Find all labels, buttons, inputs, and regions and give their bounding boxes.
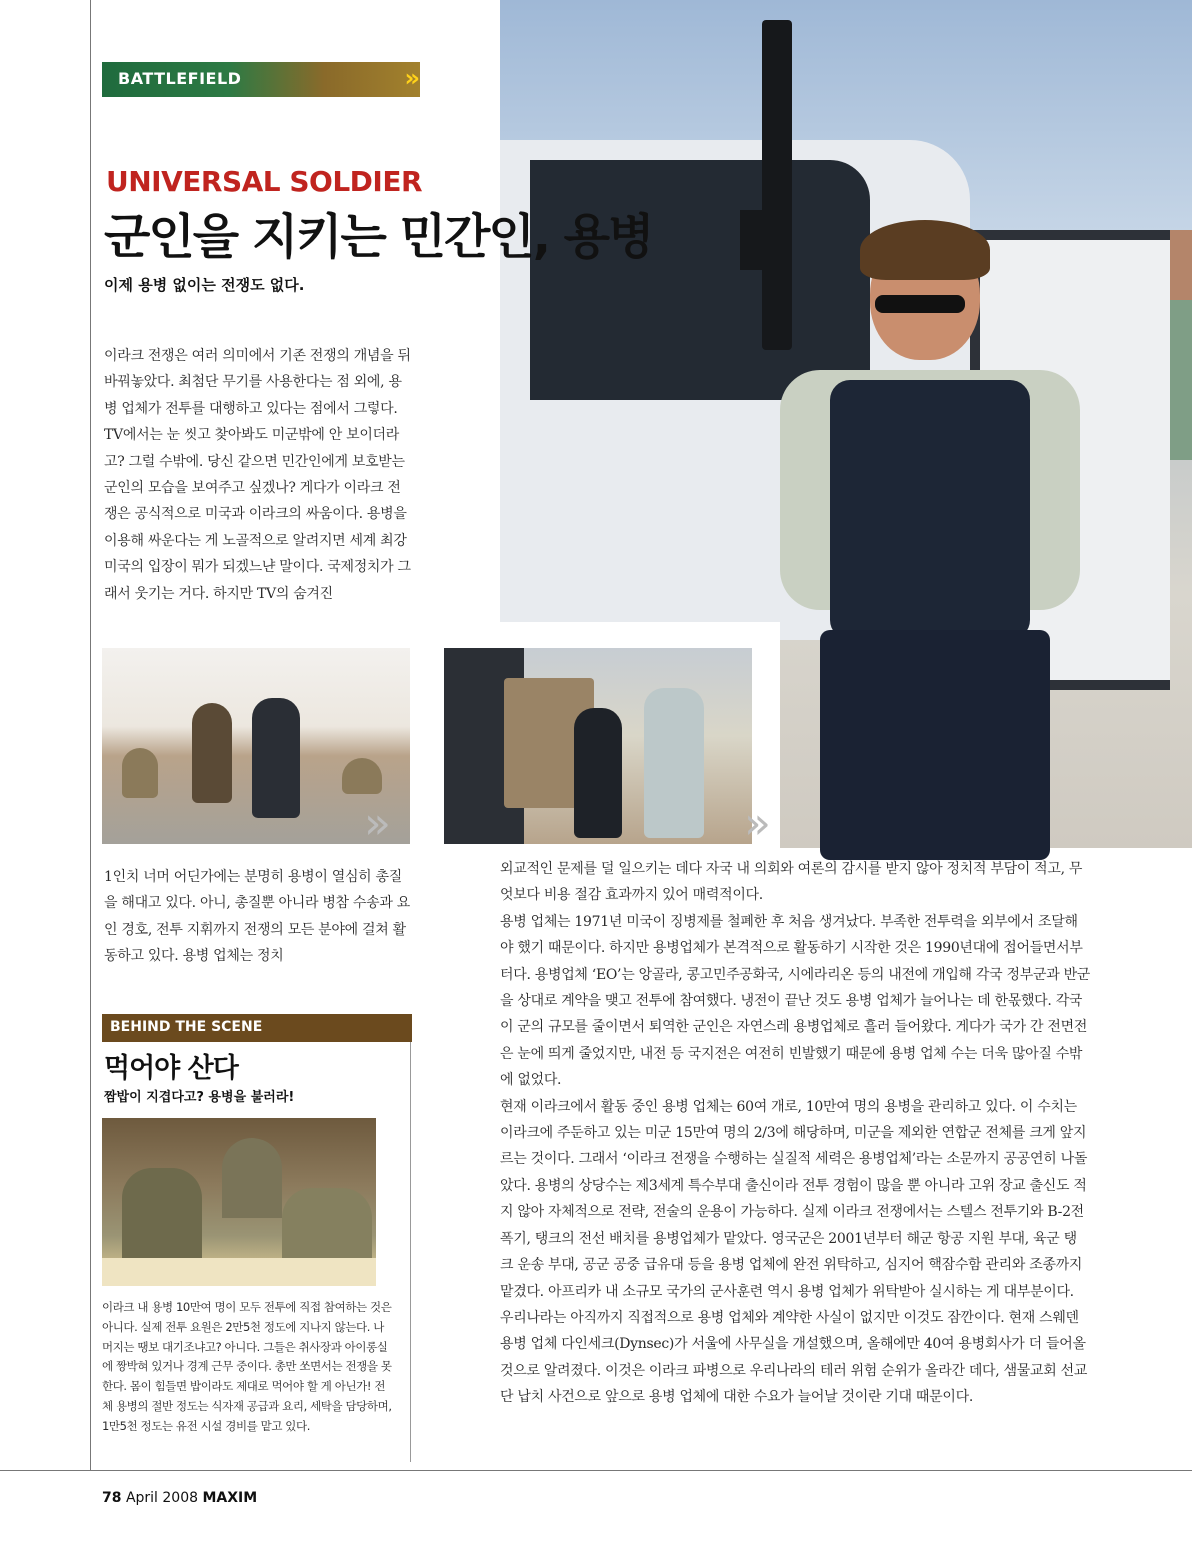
body-paragraph: 외교적인 문제를 덜 일으키는 데다 자국 내 의회와 여론의 감시를 받지 않아 정치적 부담이 적고, 무엇보다 비용 절감 효과까지 있어 매력적이다. (500, 861, 1083, 904)
sidebar-body: 이라크 내 용병 10만여 명이 모두 전투에 직접 참여하는 것은 아니다. 실제 전투 요원은 2만5천 정도에 지나지 않는다. 나머지는 땡보 대기조냐고? 아니다. 그들은 취사장과 아이롱실에 짱박혀 있거나 경계 근무 중이다. 총만 쏘면서는 전쟁을 못한다. 몸이 힘들면 밥이라도 제대로 먹어야 할 게 아닌가! 전체 용병의 절반 정도는 식자재 공급과 요리, 세탁을 담당하며, 1만5천 정도는 유전 시설 경비를 맡고 있다. (102, 1300, 392, 1433)
page-folio (102, 1490, 257, 1506)
section-label: BATTLEFIELD (118, 69, 242, 88)
double-chevron-icon: » (404, 64, 414, 92)
body-paragraph: 용병 업체는 1971년 미국이 징병제를 철폐한 후 처음 생겨났다. 부족한 전투력을 외부에서 조달해야 했기 때문이다. 하지만 용병업체가 본격적으로 활동하기 시작한 것은 1990년대에 접어들면서부터다. 용병업체 ‘EO’는 앙골라, 콩고민주공화국, 시에라리온 등의 내전에 개입해 각국 정부군과 반군을 상대로 계약을 맺고 전투에 참여했다. 냉전이 끝난 것도 용병 업체가 늘어나는 데 한몫했다. 각국이 군의 규모를 줄이면서 퇴역한 군인은 자연스레 용병업체로 흘러 들어왔다. 게다가 국가 간 전면전은 눈에 띄게 줄었지만, 내전 등 국지전은 여전히 빈발했기 때문에 용병 업체 수는 더욱 많아질 수밖에 없었다. (500, 913, 1091, 1089)
sidebar-subtitle: 짬밥이 지겹다고? 용병을 불러라! (104, 1090, 295, 1105)
body-paragraph: 우리나라는 아직까지 직접적으로 용병 업체와 계약한 사실이 없지만 이것도 잠깐이다. 현재 스웨덴 용병 업체 다인세크(Dynsec)가 서울에 사무실을 개설했으며, 올해에만 40여 용병회사가 더 들어올 것으로 알려졌다. 이것은 이라크 파병으로 우리나라의 테러 위험 순위가 올라간 데다, 샘물교회 선교단 납치 사건으로 앞으로 용병 업체에 대한 수요가 늘어날 것이란 기대 때문이다. (500, 1309, 1088, 1406)
issue-date: April 2008 (125, 1490, 199, 1506)
sidebar-header-label: BEHIND THE SCENE (110, 1019, 263, 1035)
soldier-figure (760, 230, 1090, 840)
section-banner (102, 62, 420, 97)
article-kicker: UNIVERSAL SOLDIER (106, 165, 423, 198)
sidebar-header (102, 1014, 412, 1042)
article-deck: 이제 용병 없이는 전쟁도 없다. (104, 276, 305, 294)
photo-mess-hall (102, 1118, 376, 1286)
body-paragraph: 현재 이라크에서 활동 중인 용병 업체는 60여 개로, 10만여 명의 용병을 관리하고 있다. 이 수치는 이라크에 주둔하고 있는 미군 15만여 명의 2/3에 해당하며, 미군을 제외한 연합군 전체를 크게 앞지르는 것이다. 그래서 ‘이라크 전쟁을 수행하는 실질적 세력은 용병업체’라는 소문까지 공공연히 나돌았다. 용병의 상당수는 제3세계 특수부대 출신이라 전투 경험이 많을 뿐 아니라 고위 장교 출신도 적지 않아 자체적으로 전략, 전술의 운용이 가능하다. 실제 이라크 전쟁에서는 스텔스 전투기와 B-2전폭기, 탱크의 전선 배치를 용병업체가 맡았다. 영국군은 2001년부터 해군 항공 지원 부대, 육군 탱크 운송 부대, 공군 공중 급유대 등을 용병 업체에 완전 위탁하고, 심지어 핵잠수함 관리와 조종까지 맡겼다. 아프리카 내 소규모 국가의 군사훈련 역시 용병 업체가 위탁받아 실시하는 게 대부분이다. (500, 1098, 1088, 1300)
intro-paragraph: 이라크 전쟁은 여러 의미에서 기존 전쟁의 개념을 뒤바꿔놓았다. 최첨단 무기를 사용한다는 점 외에, 용병 업체가 전투를 대행하고 있다는 점에서 그렇다. TV에서는 눈 씻고 찾아봐도 미군밖에 안 보이더라고? 그럴 수밖에. 당신 같으면 민간인에게 보호받는 군인의 모습을 보여주고 싶겠나? 게다가 이라크 전쟁은 공식적으로 미국과 이라크의 싸움이다. 용병을 이용해 싸운다는 게 노골적으로 알려지면 세계 최강 미국의 입장이 뭐가 되겠느냔 말이다. 국제정치가 그래서 웃기는 거다. 하지만 TV의 숨겨진 (104, 348, 411, 602)
article-headline: 군인을 지키는 민간인, 용병 (104, 209, 653, 265)
sidebar-rule (410, 1042, 411, 1462)
margin-rule (90, 0, 91, 1470)
photo-soldiers-running (102, 648, 410, 849)
sidebar-title: 먹어야 산다 (104, 1053, 238, 1084)
article-body (500, 856, 1090, 1411)
page-number: 78 (102, 1490, 122, 1506)
rifle-shape (762, 20, 792, 350)
photo-vehicle-escort (444, 648, 757, 849)
footer-rule (0, 1470, 1192, 1471)
magazine-name: MAXIM (202, 1490, 258, 1506)
continued-paragraph: 1인치 너머 어딘가에는 분명히 용병이 열심히 총질을 해대고 있다. 아니, 총질뿐 아니라 병참 수송과 요인 경호, 전투 지휘까지 전쟁의 모든 분야에 걸쳐 활동하고 있다. 용병 업체는 정치 (104, 869, 410, 965)
chevron-right-icon: » (364, 798, 377, 849)
chevron-right-icon: » (744, 798, 757, 849)
